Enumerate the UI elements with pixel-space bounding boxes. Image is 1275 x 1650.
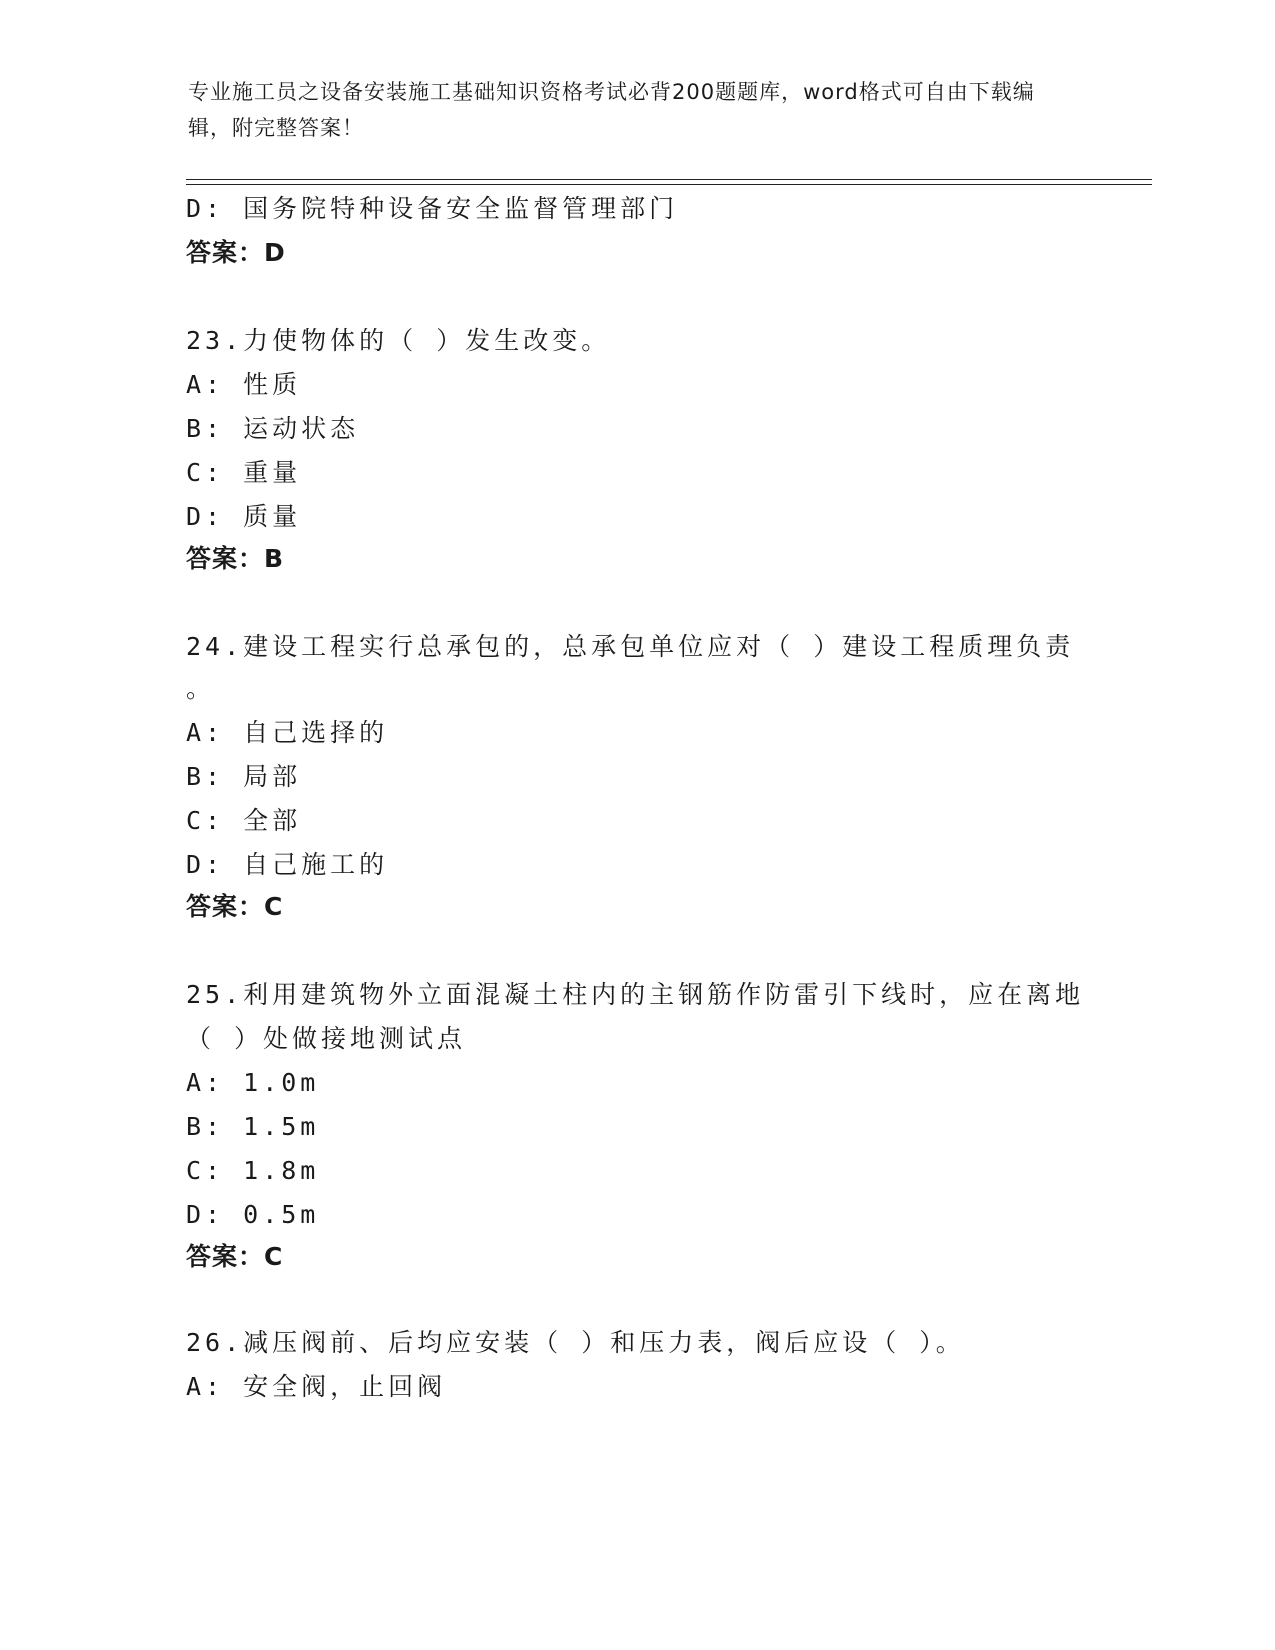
document-title: 专业施工员之设备安装施工基础知识资格考试必背200题题库，word格式可自由下载编辑，附完整答案！ [188, 80, 1035, 140]
q25-option-b: B: 1.5m [186, 1112, 320, 1141]
q26-option-a: A: 安全阀，止回阀 [186, 1372, 447, 1401]
q25-option-c: C: 1.8m [186, 1156, 320, 1185]
header-divider-top [186, 179, 1152, 180]
q23-option-a: A: 性质 [186, 370, 302, 399]
q25-option-a: A: 1.0m [186, 1068, 320, 1097]
q23-option-b: B: 运动状态 [186, 414, 360, 443]
q24-option-d: D: 自己施工的 [186, 850, 389, 879]
q23-stem: 23.力使物体的（ ）发生改变。 [186, 326, 611, 355]
q24-option-c: C: 全部 [186, 806, 302, 835]
q25-option-d: D: 0.5m [186, 1200, 320, 1229]
q25-stem-line1: 25.利用建筑物外立面混凝土柱内的主钢筋作防雷引下线时，应在离地 [186, 980, 1085, 1009]
q25-answer: 答案：C [186, 1242, 284, 1271]
q24-answer: 答案：C [186, 892, 284, 921]
q23-answer: 答案：B [186, 544, 285, 573]
q22-answer: 答案：D [186, 238, 286, 267]
q23-option-c: C: 重量 [186, 458, 302, 487]
q22-option-d: D: 国务院特种设备安全监督管理部门 [186, 194, 679, 223]
q24-option-a: A: 自己选择的 [186, 718, 389, 747]
q24-stem-line2: 。 [186, 674, 216, 703]
q26-stem: 26.减压阀前、后均应安装（ ）和压力表，阀后应设（ ）。 [186, 1328, 965, 1357]
q25-stem-line2: （ ）处做接地测试点 [186, 1024, 467, 1053]
q24-option-b: B: 局部 [186, 762, 302, 791]
header-divider-bottom [186, 184, 1152, 185]
q24-stem-line1: 24.建设工程实行总承包的，总承包单位应对（ ）建设工程质理负责 [186, 632, 1075, 661]
q23-option-d: D: 质量 [186, 502, 302, 531]
